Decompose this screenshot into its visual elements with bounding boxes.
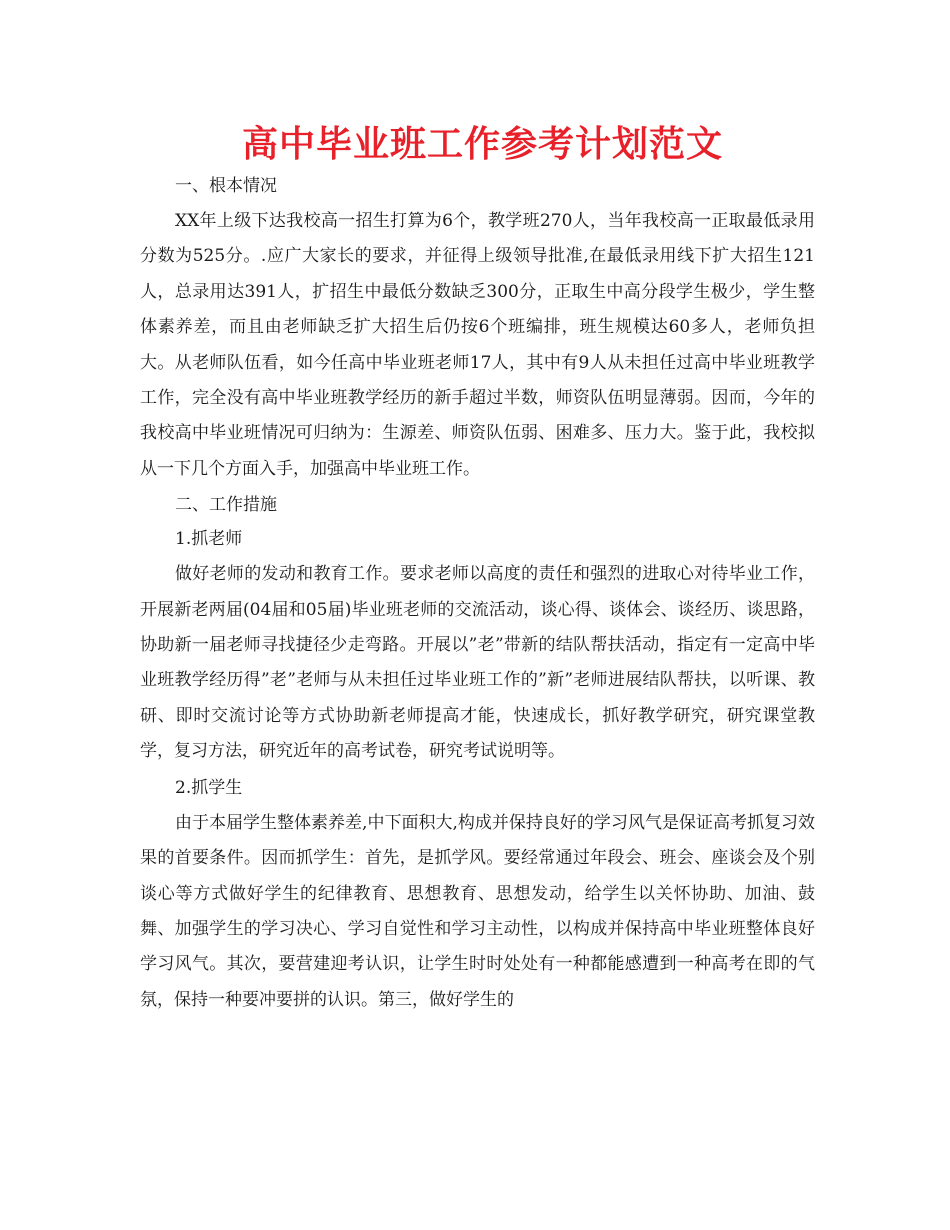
subheading-teachers: 1.抓老师: [175, 529, 243, 550]
section-heading-work-measures: 二、工作措施: [175, 495, 277, 516]
document-title: 高中毕业班工作参考计划范文: [241, 123, 723, 165]
paragraph-basic-situation: XX年上级下达我校高一招生打算为6个，教学班270人，当年我校高一正取最低录用分数为525分。.应广大家长的要求，并征得上级领导批准,在最低录用线下扩大招生121人，总录用达391人，扩招生中最低分数缺乏300分，正取生中高分段学生极少，学生整体素养差，而且由老师缺乏扩大招生后仍按6个班编排，班生规模达60多人，老师负担大。从老师队伍看，如今任高中毕业班老师17人，其中有9人从未担任过高中毕业班教学工作，完全没有高中毕业班教学经历的新手超过半数，师资队伍明显薄弱。因而，今年的我校高中毕业班情况可归纳为：生源差、师资队伍弱、困难多、压力大。鉴于此，我校拟从一下几个方面入手，加强高中毕业班工作。: [140, 211, 815, 479]
subheading-students: 2.抓学生: [175, 777, 243, 798]
section-heading-basic-situation: 一、根本情况: [175, 176, 277, 196]
paragraph-teachers: 做好老师的发动和教育工作。要求老师以高度的责任和强烈的进取心对待毕业工作，开展新老两届(04届和05届)毕业班老师的交流活动，谈心得、谈体会、谈经历、谈思路，协助新一届老师寻找捷径少走弯路。开展以”老”带新的结队帮扶活动，指定有一定高中毕业班教学经历得”老”老师与从未担任过毕业班工作的”新”老师进展结队帮扶，以听课、教研、即时交流讨论等方式协助新老师提高才能，快速成长，抓好教学研究，研究课堂教学，复习方法，研究近年的高考试卷，研究考试说明等。: [140, 564, 815, 762]
document-page: [140, 118, 815, 1020]
paragraph-students: 由于本届学生整体素养差,中下面积大,构成并保持良好的学习风气是保证高考抓复习效果的首要条件。因而抓学生：首先，是抓学风。要经常通过年段会、班会、座谈会及个别谈心等方式做好学生的纪律教育、思想教育、思想发动，给学生以关怀协助、加油、鼓舞、加强学生的学习决心、学习自觉性和学习主动性，以构成并保持高中毕业班整体良好学习风气。其次，要营建迎考认识，让学生时时处处有一种都能感遭到一种高考在即的气氛，保持一种要冲要拼的认识。第三，做好学生的: [140, 812, 815, 1010]
